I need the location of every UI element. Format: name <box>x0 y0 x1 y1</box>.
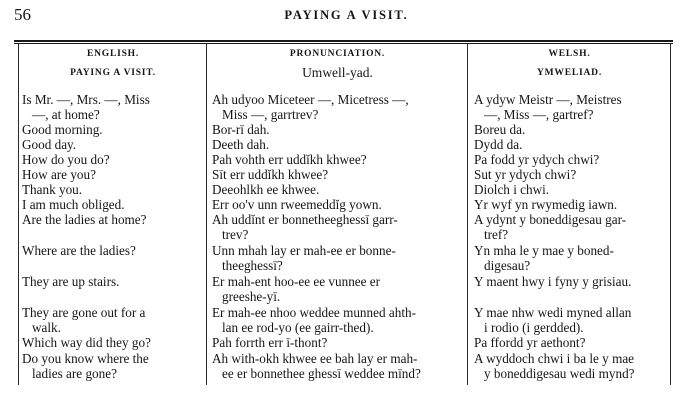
top-rule-thin <box>14 43 673 44</box>
english-entry <box>22 335 151 350</box>
welsh-subheader: YMWELIAD. <box>537 68 602 78</box>
welsh-entry <box>474 351 635 381</box>
english-entry <box>22 122 103 137</box>
pronunciation-entry <box>212 351 421 381</box>
pronunciation-entry <box>212 122 270 137</box>
running-title: PAYING A VISIT. <box>284 8 409 22</box>
welsh-entry-line: y boneddigesau wedi mynd? <box>484 366 635 381</box>
welsh-entry-line: Sut yr ydych chwi? <box>474 167 577 182</box>
welsh-entry-line: Pa fodd yr ydych chwi? <box>474 152 600 167</box>
pronunciation-entry-line: Ah with-okh khwee ee bah lay er mah- <box>212 351 418 366</box>
english-entry-line: —, at home? <box>32 107 100 122</box>
pronunciation-entry <box>212 137 269 152</box>
column-divider-left <box>18 44 19 385</box>
pronunciation-subheader: Umwell-yad. <box>302 65 373 80</box>
pronunciation-entry-line: Ah uddĭnt er bonnetheeghessī garr- <box>212 212 398 227</box>
welsh-entry-line: —, Miss —, gartref? <box>484 107 594 122</box>
english-entry-line: Do you know where the <box>22 351 149 366</box>
english-entry-line: How do you do? <box>22 152 110 167</box>
welsh-entry-line: Pa ffordd yr aethont? <box>474 335 586 350</box>
top-rule <box>14 40 673 42</box>
english-entry-line: How are you? <box>22 167 96 182</box>
welsh-entry-line: i rodio (i gerdded). <box>484 320 584 335</box>
pronunciation-entry-line: Bor-rī dah. <box>212 122 270 137</box>
english-entry-line: Where are the ladies? <box>22 243 136 258</box>
english-entry <box>22 305 145 335</box>
pronunciation-entry <box>212 212 398 242</box>
pronunciation-entry-line: trev? <box>222 227 249 242</box>
pronunciation-entry-line: Err oo'v unn rweemeddĭg yown. <box>212 197 382 212</box>
welsh-entry-line: A wyddoch chwi i ba le y mae <box>474 351 635 366</box>
english-entry <box>22 182 82 197</box>
pronunciation-entry <box>212 182 319 197</box>
welsh-entry <box>474 243 614 273</box>
welsh-entry-line: Boreu da. <box>474 122 526 137</box>
pronunciation-entry-line: Ah udyoo Miceteer —, Micetress —, <box>212 92 409 107</box>
welsh-entry-line: Diolch i chwi. <box>474 182 550 197</box>
pronunciation-entry-line: Pah vohth err uddĭkh khwee? <box>212 152 367 167</box>
welsh-entry-line: Y maent hwy i fyny y grisiau. <box>474 274 632 289</box>
welsh-entry <box>474 122 525 137</box>
welsh-entry <box>474 167 576 182</box>
welsh-entry-line: digesau? <box>484 258 531 273</box>
pronunciation-entry-line: Er mah-ee nhoo weddee munned ahth- <box>212 305 416 320</box>
english-entry-line: walk. <box>32 320 61 335</box>
column-divider-2 <box>467 44 468 385</box>
welsh-entry <box>474 274 631 289</box>
english-entry <box>22 212 147 227</box>
welsh-header: WELSH. <box>548 49 591 59</box>
pronunciation-entry-line: Unn mhah lay er mah-ee er bonne- <box>212 243 396 258</box>
welsh-entry <box>474 197 617 212</box>
pronunciation-entry-line: Sīt err uddĭkh khwee? <box>212 167 329 182</box>
english-entry-line: Are the ladies at home? <box>22 212 147 227</box>
english-entry-line: Good day. <box>22 137 77 152</box>
welsh-entry-line: Dydd da. <box>474 137 523 152</box>
welsh-entry-line: Y mae nhw wedi myned allan <box>474 305 632 320</box>
pronunciation-entry <box>212 167 328 182</box>
pronunciation-entry-line: ee er bonnethee ghessī weddee mīnd? <box>222 366 421 381</box>
pronunciation-entry <box>212 92 409 122</box>
english-entry-line: They are gone out for a <box>22 305 146 320</box>
english-entry-line: ladies are gone? <box>32 366 117 381</box>
english-entry <box>22 92 150 122</box>
english-column <box>22 48 204 80</box>
english-entry-line: Thank you. <box>22 182 83 197</box>
english-subheader: PAYING A VISIT. <box>70 68 156 78</box>
pronunciation-column <box>210 48 465 80</box>
pronunciation-entry-line: Er mah-ent hoo-ee ee vunnee er <box>212 274 381 289</box>
pronunciation-entry-line: Deeth dah. <box>212 137 270 152</box>
welsh-entry <box>474 212 626 242</box>
english-entry <box>22 274 119 289</box>
pronunciation-entry <box>212 274 380 304</box>
welsh-entry-line: A ydynt y boneddigesau gar- <box>474 212 627 227</box>
english-entry <box>22 351 149 381</box>
welsh-column <box>471 48 668 80</box>
pronunciation-entry <box>212 197 382 212</box>
welsh-entry <box>474 152 599 167</box>
english-entry <box>22 197 125 212</box>
welsh-entry <box>474 92 622 122</box>
page-number: 56 <box>14 5 31 24</box>
pronunciation-entry <box>212 335 327 350</box>
english-entry-line: They are up stairs. <box>22 274 120 289</box>
english-entry-line: Good morning. <box>22 122 103 137</box>
pronunciation-entry-line: lan ee rod-yo (ee gairr-thed). <box>222 320 374 335</box>
english-entry-line: Which way did they go? <box>22 335 151 350</box>
pronunciation-entry <box>212 152 367 167</box>
english-entry <box>22 167 96 182</box>
pronunciation-entry <box>212 305 416 335</box>
welsh-entry-line: A ydyw Meistr —, Meistres <box>474 92 622 107</box>
welsh-entry-line: tref? <box>484 227 509 242</box>
pronunciation-entry-line: Pah forrth err ī-thont? <box>212 335 328 350</box>
pronunciation-entry-line: Deeohlkh ee khwee. <box>212 182 320 197</box>
pronunciation-entry <box>212 243 396 273</box>
english-entry <box>22 243 136 258</box>
pronunciation-entry-line: theeghessī? <box>222 258 283 273</box>
welsh-entry <box>474 305 631 335</box>
welsh-entry-line: Yn mha le y mae y boned- <box>474 243 614 258</box>
welsh-entry <box>474 335 585 350</box>
pronunciation-entry-line: Miss —, garrtrev? <box>222 107 319 122</box>
pronunciation-entry-line: greeshe-yī. <box>222 289 281 304</box>
pronunciation-header: PRONUNCIATION. <box>289 49 386 59</box>
english-entry-line: Is Mr. —, Mrs. —, Miss <box>22 92 150 107</box>
column-divider-1 <box>206 44 207 385</box>
english-header: ENGLISH. <box>86 49 140 59</box>
english-entry-line: I am much obliged. <box>22 197 125 212</box>
column-divider-right <box>670 44 671 385</box>
welsh-entry <box>474 137 522 152</box>
welsh-entry-line: Yr wyf yn rwymedig iawn. <box>474 197 618 212</box>
english-entry <box>22 152 110 167</box>
welsh-entry <box>474 182 549 197</box>
english-entry <box>22 137 76 152</box>
